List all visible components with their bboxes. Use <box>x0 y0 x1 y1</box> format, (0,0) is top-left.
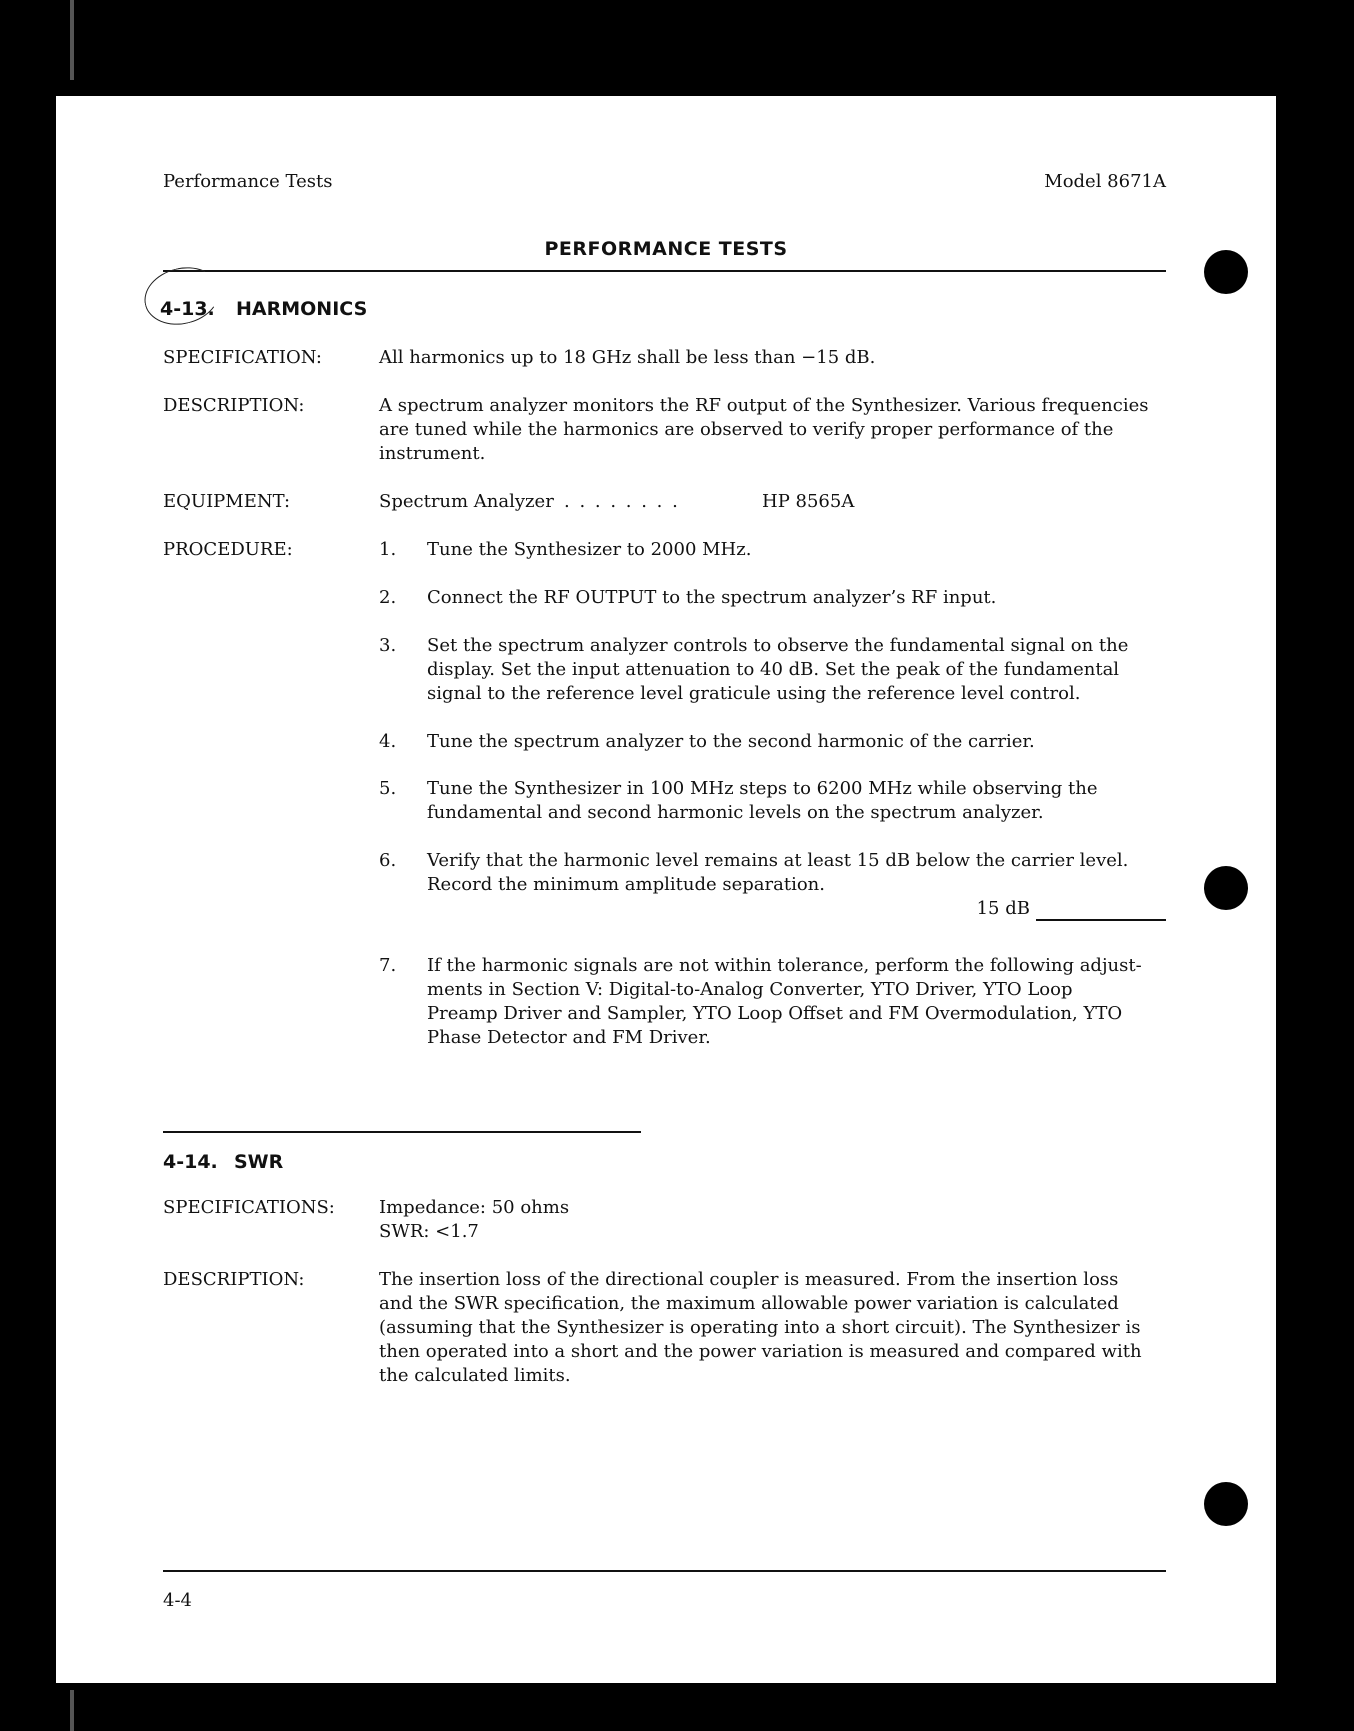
procedure-label: PROCEDURE: <box>163 539 293 560</box>
title-rule <box>163 270 1166 272</box>
step-line: Phase Detector and FM Driver. <box>427 1027 711 1048</box>
step-number: 1. <box>379 539 397 560</box>
swr-description-label: DESCRIPTION: <box>163 1269 305 1290</box>
step-line: If the harmonic signals are not within tolerance, perform the following adjust- <box>427 955 1142 976</box>
step-line: Tune the Synthesizer in 100 MHz steps to 6200 MHz while observing the <box>427 778 1098 799</box>
description-line: The insertion loss of the directional coupler is measured. From the insertion loss <box>379 1269 1119 1290</box>
step-line: Record the minimum amplitude separation. <box>427 874 825 895</box>
equipment-leader: . . . . . . . . <box>564 491 680 512</box>
binder-hole-bottom <box>1204 1482 1248 1526</box>
section-414-number: 4-14. <box>163 1151 218 1173</box>
record-blank[interactable] <box>1036 901 1166 921</box>
running-header-right: Model 8671A <box>1044 171 1166 192</box>
section-414-title: SWR <box>234 1151 284 1173</box>
step-line: Preamp Driver and Sampler, YTO Loop Offset and FM Overmodulation, YTO <box>427 1003 1123 1024</box>
step-text <box>427 634 1167 706</box>
specification-text: All harmonics up to 18 GHz shall be less than −15 dB. <box>379 347 876 368</box>
step-line: ments in Section V: Digital-to-Analog Converter, YTO Driver, YTO Loop <box>427 979 1073 1000</box>
step-number: 3. <box>379 635 397 656</box>
description-line: and the SWR specification, the maximum allowable power variation is calculated <box>379 1293 1119 1314</box>
specification-label: SPECIFICATION: <box>163 347 322 368</box>
document-page <box>56 96 1276 1683</box>
page-title: PERFORMANCE TESTS <box>544 238 788 260</box>
step-text <box>427 586 1167 610</box>
swr-description-paragraph <box>379 1268 1179 1388</box>
description-line: are tuned while the harmonics are observed to verify proper performance of the <box>379 419 1114 440</box>
description-line: (assuming that the Synthesizer is operating into a short circuit). The Synthesizer is <box>379 1317 1141 1338</box>
step-line: Tune the Synthesizer to 2000 MHz. <box>427 539 752 560</box>
spec-line: SWR: <1.7 <box>379 1221 479 1242</box>
step-number: 7. <box>379 955 397 976</box>
step-line: signal to the reference level graticule using the reference level control. <box>427 683 1081 704</box>
equipment-label: EQUIPMENT: <box>163 491 291 512</box>
record-field[interactable] <box>977 897 1166 921</box>
step-number: 6. <box>379 850 397 871</box>
step-text <box>427 954 1167 1050</box>
section-413-number: 4-13. <box>160 298 215 320</box>
description-paragraph <box>379 394 1179 466</box>
description-line: the calculated limits. <box>379 1365 571 1386</box>
step-line: display. Set the input attenuation to 40 dB. Set the peak of the fundamental <box>427 659 1120 680</box>
step-line: Set the spectrum analyzer controls to observe the fundamental signal on the <box>427 635 1129 656</box>
step-line: Verify that the harmonic level remains at least 15 dB below the carrier level. <box>427 850 1129 871</box>
step-text <box>427 730 1167 754</box>
step-line: Connect the RF OUTPUT to the spectrum analyzer’s RF input. <box>427 587 997 608</box>
equipment-model: HP 8565A <box>762 491 855 512</box>
step-number: 5. <box>379 778 397 799</box>
step-text <box>427 777 1167 825</box>
section-414-rule <box>163 1131 641 1133</box>
description-line: then operated into a short and the power variation is measured and compared with <box>379 1341 1142 1362</box>
description-label: DESCRIPTION: <box>163 395 305 416</box>
description-line: A spectrum analyzer monitors the RF output of the Synthesizer. Various frequencies <box>379 395 1149 416</box>
record-value: 15 dB <box>976 898 1030 919</box>
running-header-left: Performance Tests <box>163 171 333 192</box>
binder-hole-top <box>1204 250 1248 294</box>
section-413-title: HARMONICS <box>236 298 368 320</box>
specifications-label: SPECIFICATIONS: <box>163 1197 335 1218</box>
equipment-item: Spectrum Analyzer <box>379 491 554 512</box>
step-number: 4. <box>379 731 397 752</box>
description-line: instrument. <box>379 443 486 464</box>
specifications-list <box>379 1196 1179 1244</box>
binder-hole-middle <box>1204 866 1248 910</box>
page-number: 4-4 <box>163 1590 192 1611</box>
footer-rule <box>163 1570 1166 1572</box>
spec-line: Impedance: 50 ohms <box>379 1197 570 1218</box>
step-line: fundamental and second harmonic levels on the spectrum analyzer. <box>427 802 1044 823</box>
step-text <box>427 538 1167 562</box>
step-number: 2. <box>379 587 397 608</box>
step-line: Tune the spectrum analyzer to the second harmonic of the carrier. <box>427 731 1035 752</box>
step-text <box>427 849 1167 897</box>
